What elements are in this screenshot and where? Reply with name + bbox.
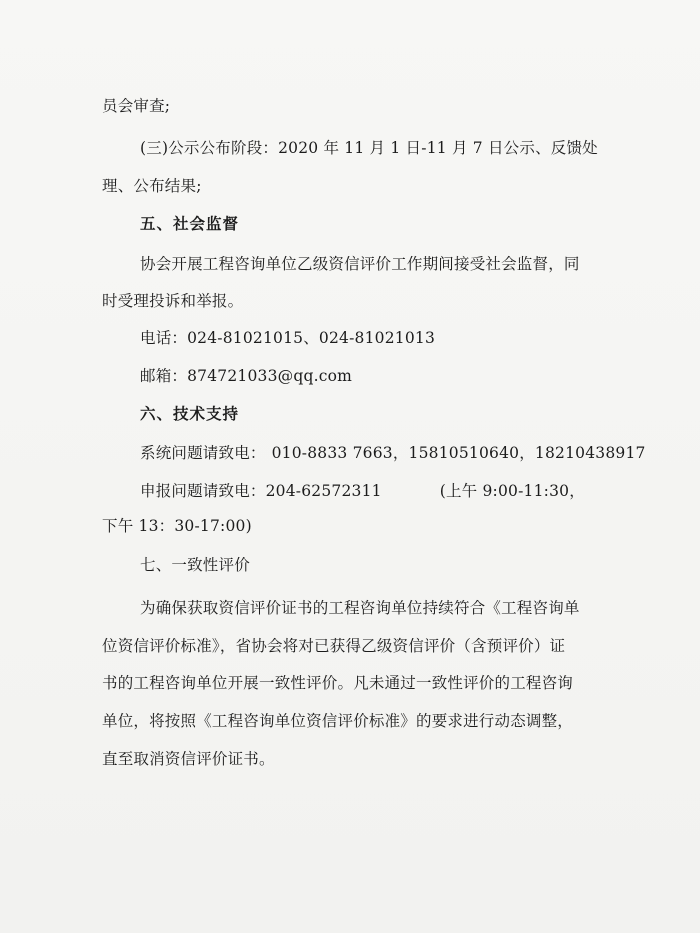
text-line-review: 员会审查;	[102, 97, 171, 115]
text-line-publicity-stage: (三)公示公布阶段：2020 年 11 月 1 日-11 月 7 日公示、反馈处	[140, 139, 598, 157]
section-heading-tech-support: 六、技术支持	[140, 404, 240, 423]
report-support-hours-am: (上午 9:00-11:30，	[439, 482, 585, 500]
text-line-consistency-5: 直至取消资信评价证书。	[102, 750, 275, 768]
text-line-system-support	[140, 443, 646, 463]
text-line-consistency-1: 为确保获取资信评价证书的工程咨询单位持续符合《工程咨询单	[140, 599, 580, 617]
text-line-report-support	[140, 481, 585, 501]
text-line-report-support-hours-pm: 下午 13：30-17:00)	[102, 517, 252, 535]
text-line-phone: 电话：024-81021015、024-81021013	[140, 329, 436, 347]
text-line-consistency-4: 单位，将按照《工程咨询单位资信评价标准》的要求进行动态调整，	[102, 712, 574, 730]
text-line-publish-results: 理、公布结果;	[102, 177, 202, 195]
report-support-label: 申报问题请致电：204-62572311	[140, 482, 382, 500]
section-heading-consistency-evaluation: 七、一致性评价	[140, 556, 250, 574]
section-heading-social-supervision: 五、社会监督	[140, 214, 240, 233]
text-line-email: 邮箱：874721033@qq.com	[140, 367, 353, 385]
system-support-numbers: 010-8833 7663，15810510640，18210438917	[271, 444, 646, 462]
text-line-consistency-3: 书的工程咨询单位开展一致性评价。凡未通过一致性评价的工程咨询	[102, 674, 574, 692]
text-line-consistency-2: 位资信评价标准》，省协会将对已获得乙级资信评价（含预评价）证	[102, 637, 566, 655]
text-line-supervision-2: 时受理投诉和举报。	[102, 292, 244, 310]
system-support-label: 系统问题请致电：	[140, 444, 266, 462]
text-line-supervision-1: 协会开展工程咨询单位乙级资信评价工作期间接受社会监督，同	[140, 255, 580, 273]
